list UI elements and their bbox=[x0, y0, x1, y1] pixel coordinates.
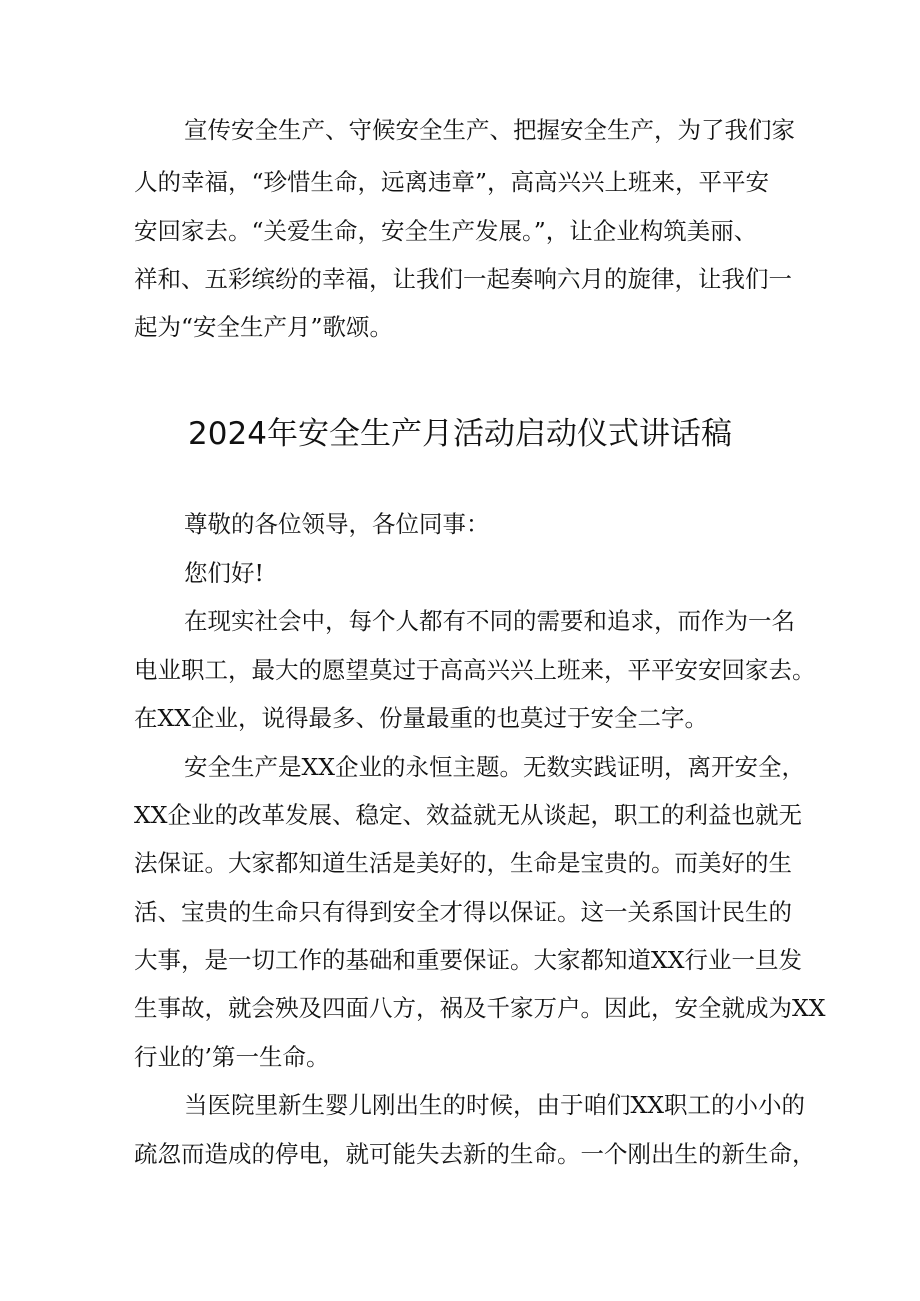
intro-line-5: 起为“安全生产月”歌颂。 bbox=[134, 313, 394, 341]
paragraph-1-line-1: 在现实社会中，每个人都有不同的需要和追求，而作为一名 bbox=[184, 607, 795, 635]
paragraph-3-line-2: 疏忽而造成的停电，就可能失去新的生命。一个刚出生的新生命， bbox=[134, 1140, 816, 1168]
paragraph-1-line-3: 在XX企业，说得最多、份量最重的也莫过于安全二字。 bbox=[134, 704, 708, 732]
intro-line-4: 祥和、五彩缤纷的幸福，让我们一起奏响六月的旋律，让我们一 bbox=[134, 265, 792, 293]
document-title: 2024年安全生产月活动启动仪式讲话稿 bbox=[188, 416, 732, 452]
paragraph-3-line-1: 当医院里新生婴儿刚出生的时候，由于咱们XX职工的小小的 bbox=[184, 1091, 805, 1119]
salutation: 尊敬的各位领导，各位同事： bbox=[184, 510, 490, 538]
paragraph-2-line-2: XX企业的改革发展、稳定、效益就无从谈起，职工的利益也就无 bbox=[134, 801, 802, 829]
paragraph-2-line-7: 行业的’第一生命。 bbox=[134, 1043, 330, 1071]
paragraph-1-line-2: 电业职工，最大的愿望莫过于高高兴兴上班来，平平安安回家去。 bbox=[134, 656, 816, 684]
paragraph-2-line-1: 安全生产是XX企业的永恒主题。无数实践证明，离开安全， bbox=[184, 753, 805, 781]
paragraph-2-line-4: 活、宝贵的生命只有得到安全才得以保证。这一关系国计民生的 bbox=[134, 898, 792, 926]
paragraph-2-line-3: 法保证。大家都知道生活是美好的，生命是宝贵的。而美好的生 bbox=[134, 849, 792, 877]
paragraph-2-line-6: 生事故，就会殃及四面八方，祸及千家万户。因此，安全就成为XX bbox=[134, 994, 826, 1022]
paragraph-2-line-5: 大事，是一切工作的基础和重要保证。大家都知道XX行业一旦发 bbox=[134, 946, 802, 974]
greeting: 您们好! bbox=[184, 559, 264, 587]
intro-line-2: 人的幸福，“珍惜生命，远离违章”，高高兴兴上班来，平平安 bbox=[134, 168, 770, 196]
intro-line-3: 安回家去。“关爱生命，安全生产发展。”，让企业构筑美丽、 bbox=[134, 217, 758, 245]
intro-line-1: 宣传安全生产、守候安全生产、把握安全生产，为了我们家 bbox=[184, 116, 795, 144]
